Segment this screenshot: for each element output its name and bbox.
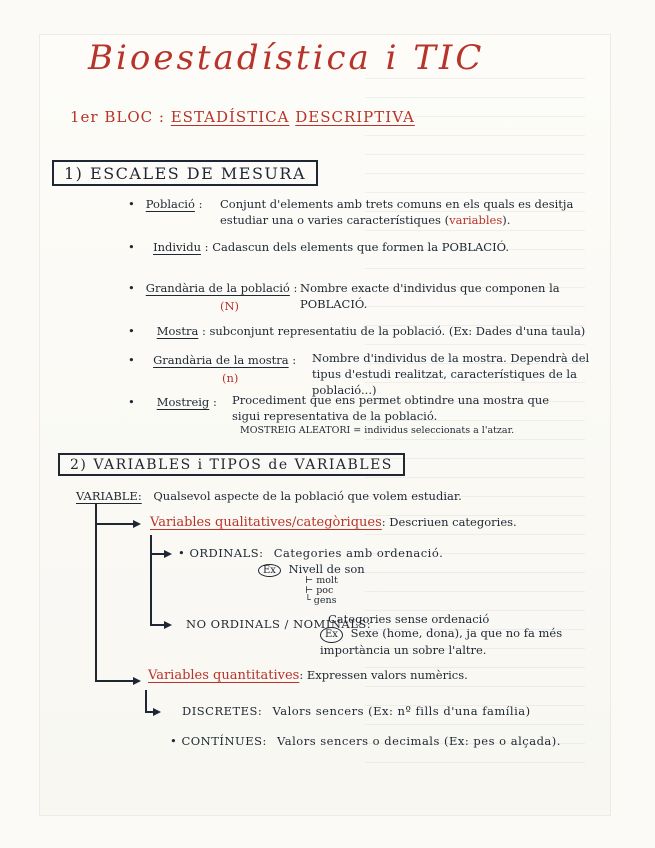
definition-item-grandaria-mostra: • Grandària de la mostra :	[128, 353, 297, 367]
ordinals-label: • ORDINALS:	[178, 546, 264, 560]
term-poblacio: Població	[145, 197, 195, 211]
qualitatives-line	[150, 515, 517, 530]
term-individu: Individu	[153, 240, 201, 254]
level-item: └ gens	[305, 595, 337, 606]
discretes-line	[182, 704, 531, 718]
term-mostreig: Mostreig	[156, 395, 210, 409]
note-grandaria-poblacio: (N)	[220, 299, 240, 313]
discretes-label: DISCRETES:	[182, 704, 263, 718]
term-mostra: Mostra	[156, 324, 199, 338]
bloc-title-part1: ESTADÍSTICA	[170, 108, 290, 126]
mostreig-extra: MOSTREIG ALEATORI = individus seleccionats a l'atzar.	[240, 425, 515, 436]
def-poblacio-red: variables	[449, 213, 503, 227]
def-individu: Cadascun dels elements que formen la POBLACIÓ.	[212, 240, 510, 254]
ordinals-line	[178, 546, 443, 560]
ordinals-ex-badge: Ex	[258, 564, 281, 577]
no-ordinals-ex-text: Sexe (home, dona), ja que no fa més importància un sobre l'altre.	[320, 626, 563, 657]
qual-subtree-line	[150, 535, 152, 625]
no-ordinals-arrowhead	[164, 621, 172, 629]
def-mostreig: Procediment que ens permet obtindre una mostra que sigui representativa de la població.	[232, 393, 550, 423]
branch-qual-arrowhead	[133, 520, 141, 528]
ordinals-levels	[305, 576, 338, 606]
def-mostra: subconjunt representatiu de la població. (Ex: Dades d'una taula)	[209, 324, 586, 338]
section1-heading: 1) ESCALES DE MESURA	[52, 160, 318, 186]
level-item: ⊢ molt	[305, 575, 338, 586]
branch-quant-arrowhead	[133, 677, 141, 685]
definition-item-grandaria-poblacio: • Grandària de la població :	[128, 281, 298, 295]
note-grandaria-mostra: (n)	[222, 371, 239, 385]
ordinals-def: Categories amb ordenació.	[273, 546, 444, 560]
definition-item-mostra: • Mostra : subconjunt representatiu de la població. (Ex: Dades d'una taula)	[128, 324, 586, 338]
level-item: ⊢ poc	[305, 585, 334, 596]
tree-trunk-line	[95, 504, 97, 682]
quantitatives-label: Variables quantitatives	[148, 668, 300, 683]
definition-item-individu: • Individu : Cadascun dels elements que formen la POBLACIÓ.	[128, 240, 510, 254]
term-grandaria-mostra: Grandària de la mostra	[153, 353, 289, 367]
bloc-prefix: 1er BLOC :	[70, 108, 165, 126]
continues-label: • CONTÍNUES:	[170, 734, 267, 748]
branch-quant-line	[95, 680, 135, 682]
branch-qual-line	[95, 523, 135, 525]
bloc-heading	[70, 108, 415, 126]
page-title: Bioestadística i TIC	[88, 38, 485, 78]
definition-item-poblacio: • Població :	[128, 197, 203, 211]
section2-heading: 2) VARIABLES i TIPOS de VARIABLES	[58, 453, 405, 476]
quantitatives-def: : Expressen valors numèrics.	[299, 668, 468, 682]
ordinals-ex-text: Nivell de son	[288, 562, 365, 576]
no-ordinals-label: NO ORDINALS / NOMINALS:	[186, 617, 372, 631]
def-grandaria-mostra: Nombre d'individus de la mostra. Dependrà del tipus d'estudi realitzat, característiques de la població...)	[312, 351, 590, 397]
variable-label: VARIABLE:	[76, 489, 142, 503]
bloc-title-part2: DESCRIPTIVA	[295, 108, 415, 126]
continues-def: Valors sencers o decimals (Ex: pes o alçada).	[277, 734, 561, 748]
quant-subtree-line	[145, 690, 147, 712]
variable-def: Qualsevol aspecte de la població que volem estudiar.	[153, 489, 462, 503]
no-ordinals-ex-badge: Ex	[320, 627, 343, 643]
def-poblacio-wrap: Conjunt d'elements amb trets comuns en els quals es desitja estudiar una o varies característiques (variables).	[220, 197, 574, 227]
qualitatives-def: : Descriuen categories.	[381, 515, 517, 529]
discretes-arrowhead	[153, 708, 161, 716]
no-ordinals-def: Categories sense ordenació	[328, 612, 490, 626]
continues-line	[170, 734, 561, 748]
discretes-def: Valors sencers (Ex: nº fills d'una família)	[272, 704, 531, 718]
term-grandaria-poblacio: Grandària de la població	[145, 281, 290, 295]
no-ordinals-example	[320, 626, 610, 657]
definition-item-mostreig: • Mostreig :	[128, 395, 217, 409]
ordinals-arrowhead	[164, 550, 172, 558]
variable-definition	[76, 488, 462, 504]
def-grandaria-poblacio: Nombre exacte d'individus que componen la POBLACIÓ.	[300, 281, 560, 311]
qualitatives-label: Variables qualitatives/categòriques	[150, 515, 382, 530]
quantitatives-line	[148, 668, 468, 683]
